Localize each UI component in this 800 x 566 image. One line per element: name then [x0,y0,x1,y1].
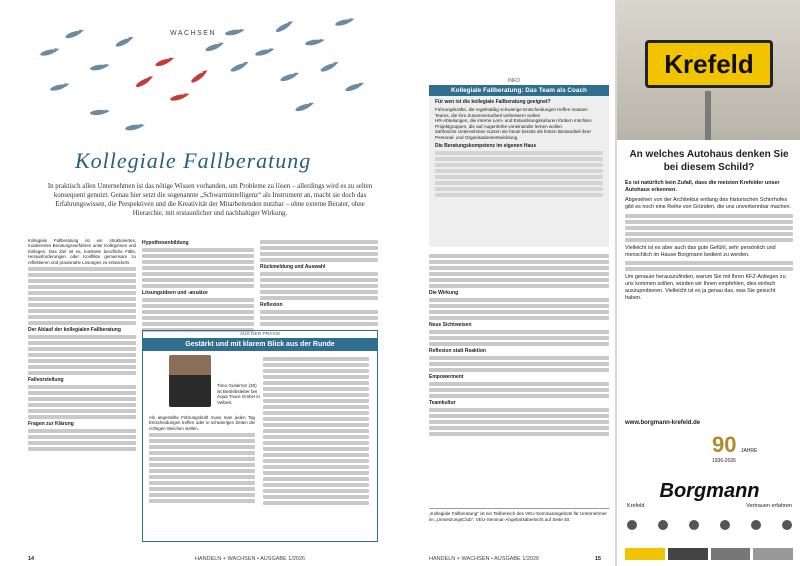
ad-body [625,180,793,302]
info-item: Führungskräfte, die regelmäßig schwierige Entscheidungen treffen müssen [435,107,588,112]
heading-hypothesen: Hypothesenbildung [142,240,189,246]
sign-photo [617,0,800,140]
info-item: HR-Abteilungen, die interne Lern- und Entwicklungskulturen fördern möchten [435,118,592,123]
heading-sichtweisen: Neue Sichtweisen [429,322,472,328]
info-item: Zahlreiche Unternehmen nutzen sie heute bereits als festen Bestandteil ihrer Personal- und Organisationsentwicklung. [435,129,592,140]
brand-tagline: Vertrauen erfahren [746,503,792,509]
heading-fallvorstellung: Fallvorstellung [28,377,64,384]
page-number-right: 15 [594,556,601,562]
brand-logo [720,520,730,530]
info-question-2: Die Beratungskompetenz im eigenen Haus [435,143,537,149]
box-text: Als angestellte Führungskraft muss man jeden Tag Entscheidungen treffen oder in schwierigen Zeiten die richtigen Weichen stellen. [149,415,255,431]
heading-ablauf: Der Ablauf der kollegialen Fallberatung [28,327,121,334]
heading-teamkultur: Teamkultur [429,400,456,406]
practice-box [142,330,378,542]
heading-reflexion-reaktion: Reflexion statt Reaktion [429,348,486,354]
sign-text: Krefeld [664,48,754,79]
borgmann-logo [627,480,792,509]
box-kicker: AUS DER PRAXIS [239,332,281,337]
seminar-note: „Kollegiale Fallberatung“ ist ein Teilbereich des VEU-Seminarangebots für Unternehmer im „UmsetzungsClub“. VEU-Seminar-Angebotsübersicht auf Seite 40. [429,508,609,522]
ad-page [617,0,800,566]
krefeld-sign [645,40,773,88]
jahre-range: 1936-2026 [712,458,736,464]
lead-paragraph: In praktisch allen Unternehmen ist das nötige Wissen vorhanden, um Probleme zu lösen – allerdings wird es zu selten konsequent genutzt. Genau hier setzt die sogenannte „Schwarmintelligenz“ als Instrument an, macht sie doch das Erfahrungswissen, die Perspektiven und die Kreativität der Mitarbeitenden nutzbar – ohne externe Berater, ohne Hierarchie, mit erstaunlicher und nachhaltiger Wirkung. [47,183,373,217]
brand-city: Krefeld [627,503,645,509]
brand-logo [751,520,761,530]
box-title: Gestärkt und mit klarem Blick aus der Runde [143,338,377,351]
heading-fragen: Fragen zur Klärung [28,421,74,428]
info-box [429,85,609,247]
brand-name: Borgmann [659,480,760,502]
brand-logo [689,520,699,530]
info-list [435,107,603,140]
intro-text: Kollegiale Fallberatung ist ein strukturiertes, moderiertes Beratungsverfahren unter Kolleginnen und Kollegen. Das Ziel ist es, konkrete berufliche Fälle, Herausforderungen oder Konflikte gemeinsam zu reflektieren und praxisnahe Lösungen zu entwickeln. [28,238,136,265]
ad-body-3: Vielleicht ist es aber auch das gute Gefühl, sehr persönlich und menschlich im Hause Borgmann bedient zu werden. [625,244,776,258]
info-label: INFO [508,78,520,84]
jahre-label: JAHRE [740,448,758,454]
ad-headline: An welches Autohaus denken Sie bei diesem Schild? [629,149,789,173]
footer-left: HANDELN + WACHSEN • AUSGABE 1/2026 [195,556,306,562]
anniversary-logo [712,432,792,464]
right-page [413,0,615,566]
article-title: Kollegiale Fallberatung [75,148,312,173]
kicker: WACHSEN [170,30,217,37]
heading-rueckmeldung: Rückmeldung und Auswahl [260,264,326,270]
brand-logo [782,520,792,530]
photo-caption: Timo Gutierrez (30) ist Betriebsleiter bei Aqua Trace GmbH in Velbert. [217,383,260,405]
portrait-photo [169,355,211,407]
column-3 [260,238,378,328]
info-item: Teams, die ihre Zusammenarbeit verbessern wollen [435,112,541,118]
brand-logos-row [627,520,792,530]
ad-body-4: Um genauer herauszufinden, warum Sie mit Ihren KFZ-Anliegen zu uns kommen sollten, würden wir Ihnen empfehlen, dies einfach auszuprobieren. Vielleicht ist es ja genau das, was Sie gesucht haben. [625,274,786,302]
ad-url[interactable]: www.borgmann-krefeld.de [625,420,701,426]
jahre-number: 90 [712,432,737,457]
info-item: Projektgruppen, die auf Augenhöhe voneinander lernen wollen [435,123,562,129]
brand-logo [627,520,637,530]
bottom-bar [625,548,793,560]
heading-reflexion: Reflexion [260,302,283,308]
right-column [429,252,609,438]
info-title: Kollegiale Fallberatung: Das Team als Coach [429,85,609,96]
brand-logo [658,520,668,530]
ad-body-2: Abgesehen von der Architektur entlang des historischen Schirrhofes gibt es noch eine Reihe von Gründen, die uns unverkennbar machen. [625,196,792,210]
footer-right: HANDELN + WACHSEN • AUSGABE 1/2026 [429,556,540,562]
column-2 [142,238,254,334]
info-question: Für wen ist die kollegiale Fallberatung geeignet? [435,99,551,105]
heading-empowerment: Empowerment [429,374,464,380]
ad-body-1: Es ist natürlich kein Zufall, dass die meisten Krefelder unser Autohaus erkennen. [625,180,780,193]
heading-wirkung: Die Wirkung [429,290,459,296]
column-1 [28,238,136,453]
page-number-left: 14 [28,556,35,562]
heading-loesungsideen: Lösungsideen und -ansätze [142,290,208,296]
